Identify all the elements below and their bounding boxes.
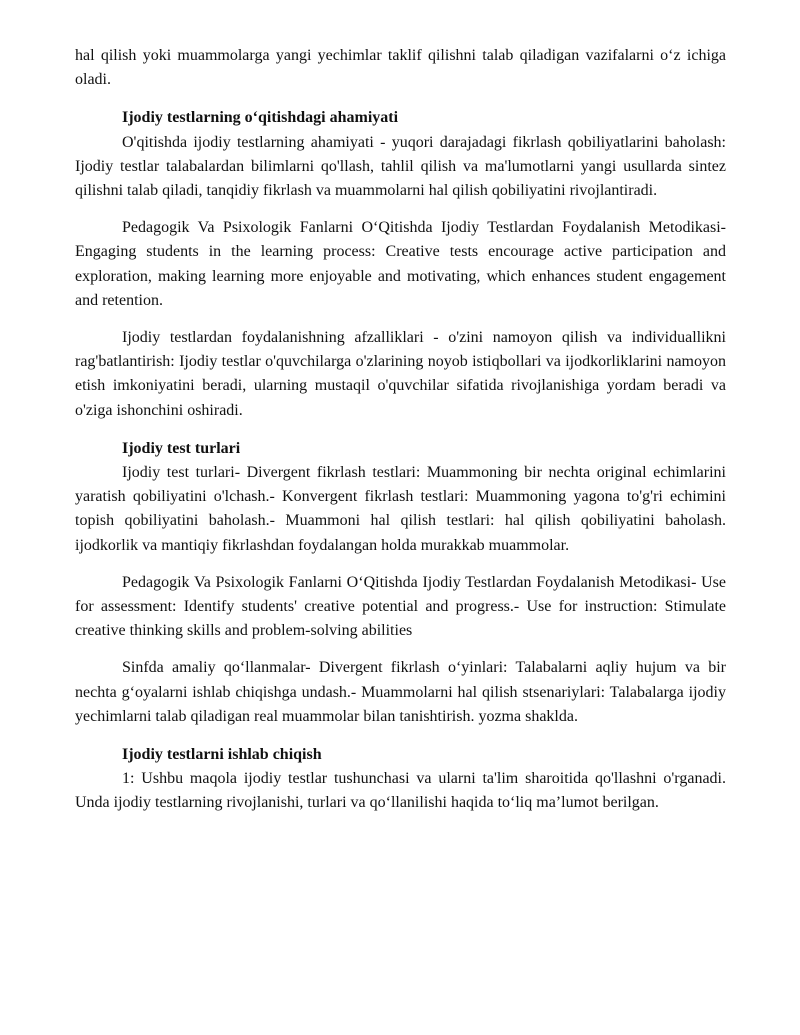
- paragraph-development: 1: Ushbu maqola ijodiy testlar tushunchasi va ularni ta'lim sharoitida qo'llashni o'rganadi. Unda ijodiy testlarning rivojlanishi, turlari va qoʻllanilishi haqida toʻliq maʼlumot berilgan.: [75, 770, 726, 812]
- paragraph-classroom-applications: Sinfda amaliy qoʻllanmalar- Divergent fikrlash oʻyinlari: Talabalarni aqliy hujum va bir nechta gʻoyalarni ishlab chiqishga undash.- Muammolarni hal qilish stsenariylari: Talabalarga ijodiy yechimlarni talab qiladigan real muammolar bilan tanishtirish. yozma shaklda.: [75, 659, 726, 725]
- paragraph-advantages: Ijodiy testlardan foydalanishning afzalliklari - o'zini namoyon qilish va individuallikni rag'batlantirish: Ijodiy testlar o'quvchilarga o'zlarining noyob istiqbollari va ijodkorliklarini namoyon etish imkoniyatini beradi, ularning mustaqil o'quvchilar sifatida rivojlanishiga yordam beradi va o'ziga ishonchini oshiradi.: [75, 329, 726, 419]
- section-heading-test-types: Ijodiy test turlari: [122, 439, 241, 457]
- section-heading-development: Ijodiy testlarni ishlab chiqish: [122, 746, 322, 764]
- paragraph-assessment: Pedagogik Va Psixologik Fanlarni OʻQitishda Ijodiy Testlardan Foydalanish Metodikasi- Use for assessment: Identify students' creative potential and progress.- Use for instruction: Stimulate creative thinking skills and problem-solving abilities: [75, 573, 726, 640]
- section-heading-importance: Ijodiy testlarning oʻqitishdagi ahamiyati: [122, 109, 399, 127]
- document-page: [75, 44, 726, 816]
- paragraph-continuation: hal qilish yoki muammolarga yangi yechimlar taklif qilishni talab qiladigan vazifalarni oʻz ichiga oladi.: [75, 47, 726, 89]
- paragraph-engagement: Pedagogik Va Psixologik Fanlarni OʻQitishda Ijodiy Testlardan Foydalanish Metodikasi- Engaging students in the learning process: Creative tests encourage active participation and exploration, making learning more enjoyable and motivating, which enhances student engagement and retention.: [75, 219, 726, 309]
- paragraph-test-types: Ijodiy test turlari- Divergent fikrlash testlari: Muammoning bir nechta original echimlarini yaratish qobiliyatini o'lchash.- Konvergent fikrlash testlari: Muammoning yagona to'g'ri echimini topish qobiliyatini baholash.- Muammoni hal qilish testlari: hal qilish qobiliyatini baholash. ijodkorlik va mantiqiy fikrlashdan foydalangan holda murakkab muammolar.: [75, 464, 726, 554]
- paragraph-importance: O'qitishda ijodiy testlarning ahamiyati - yuqori darajadagi fikrlash qobiliyatlarini baholash: Ijodiy testlar talabalardan bilimlarni qo'llash, tahlil qilish va ma'lumotlarni yangi usullarda sintez qilishni talab qiladi, tanqidiy fikrlash va muammolarni hal qilish qobiliyatini rivojlantiradi.: [75, 133, 726, 200]
